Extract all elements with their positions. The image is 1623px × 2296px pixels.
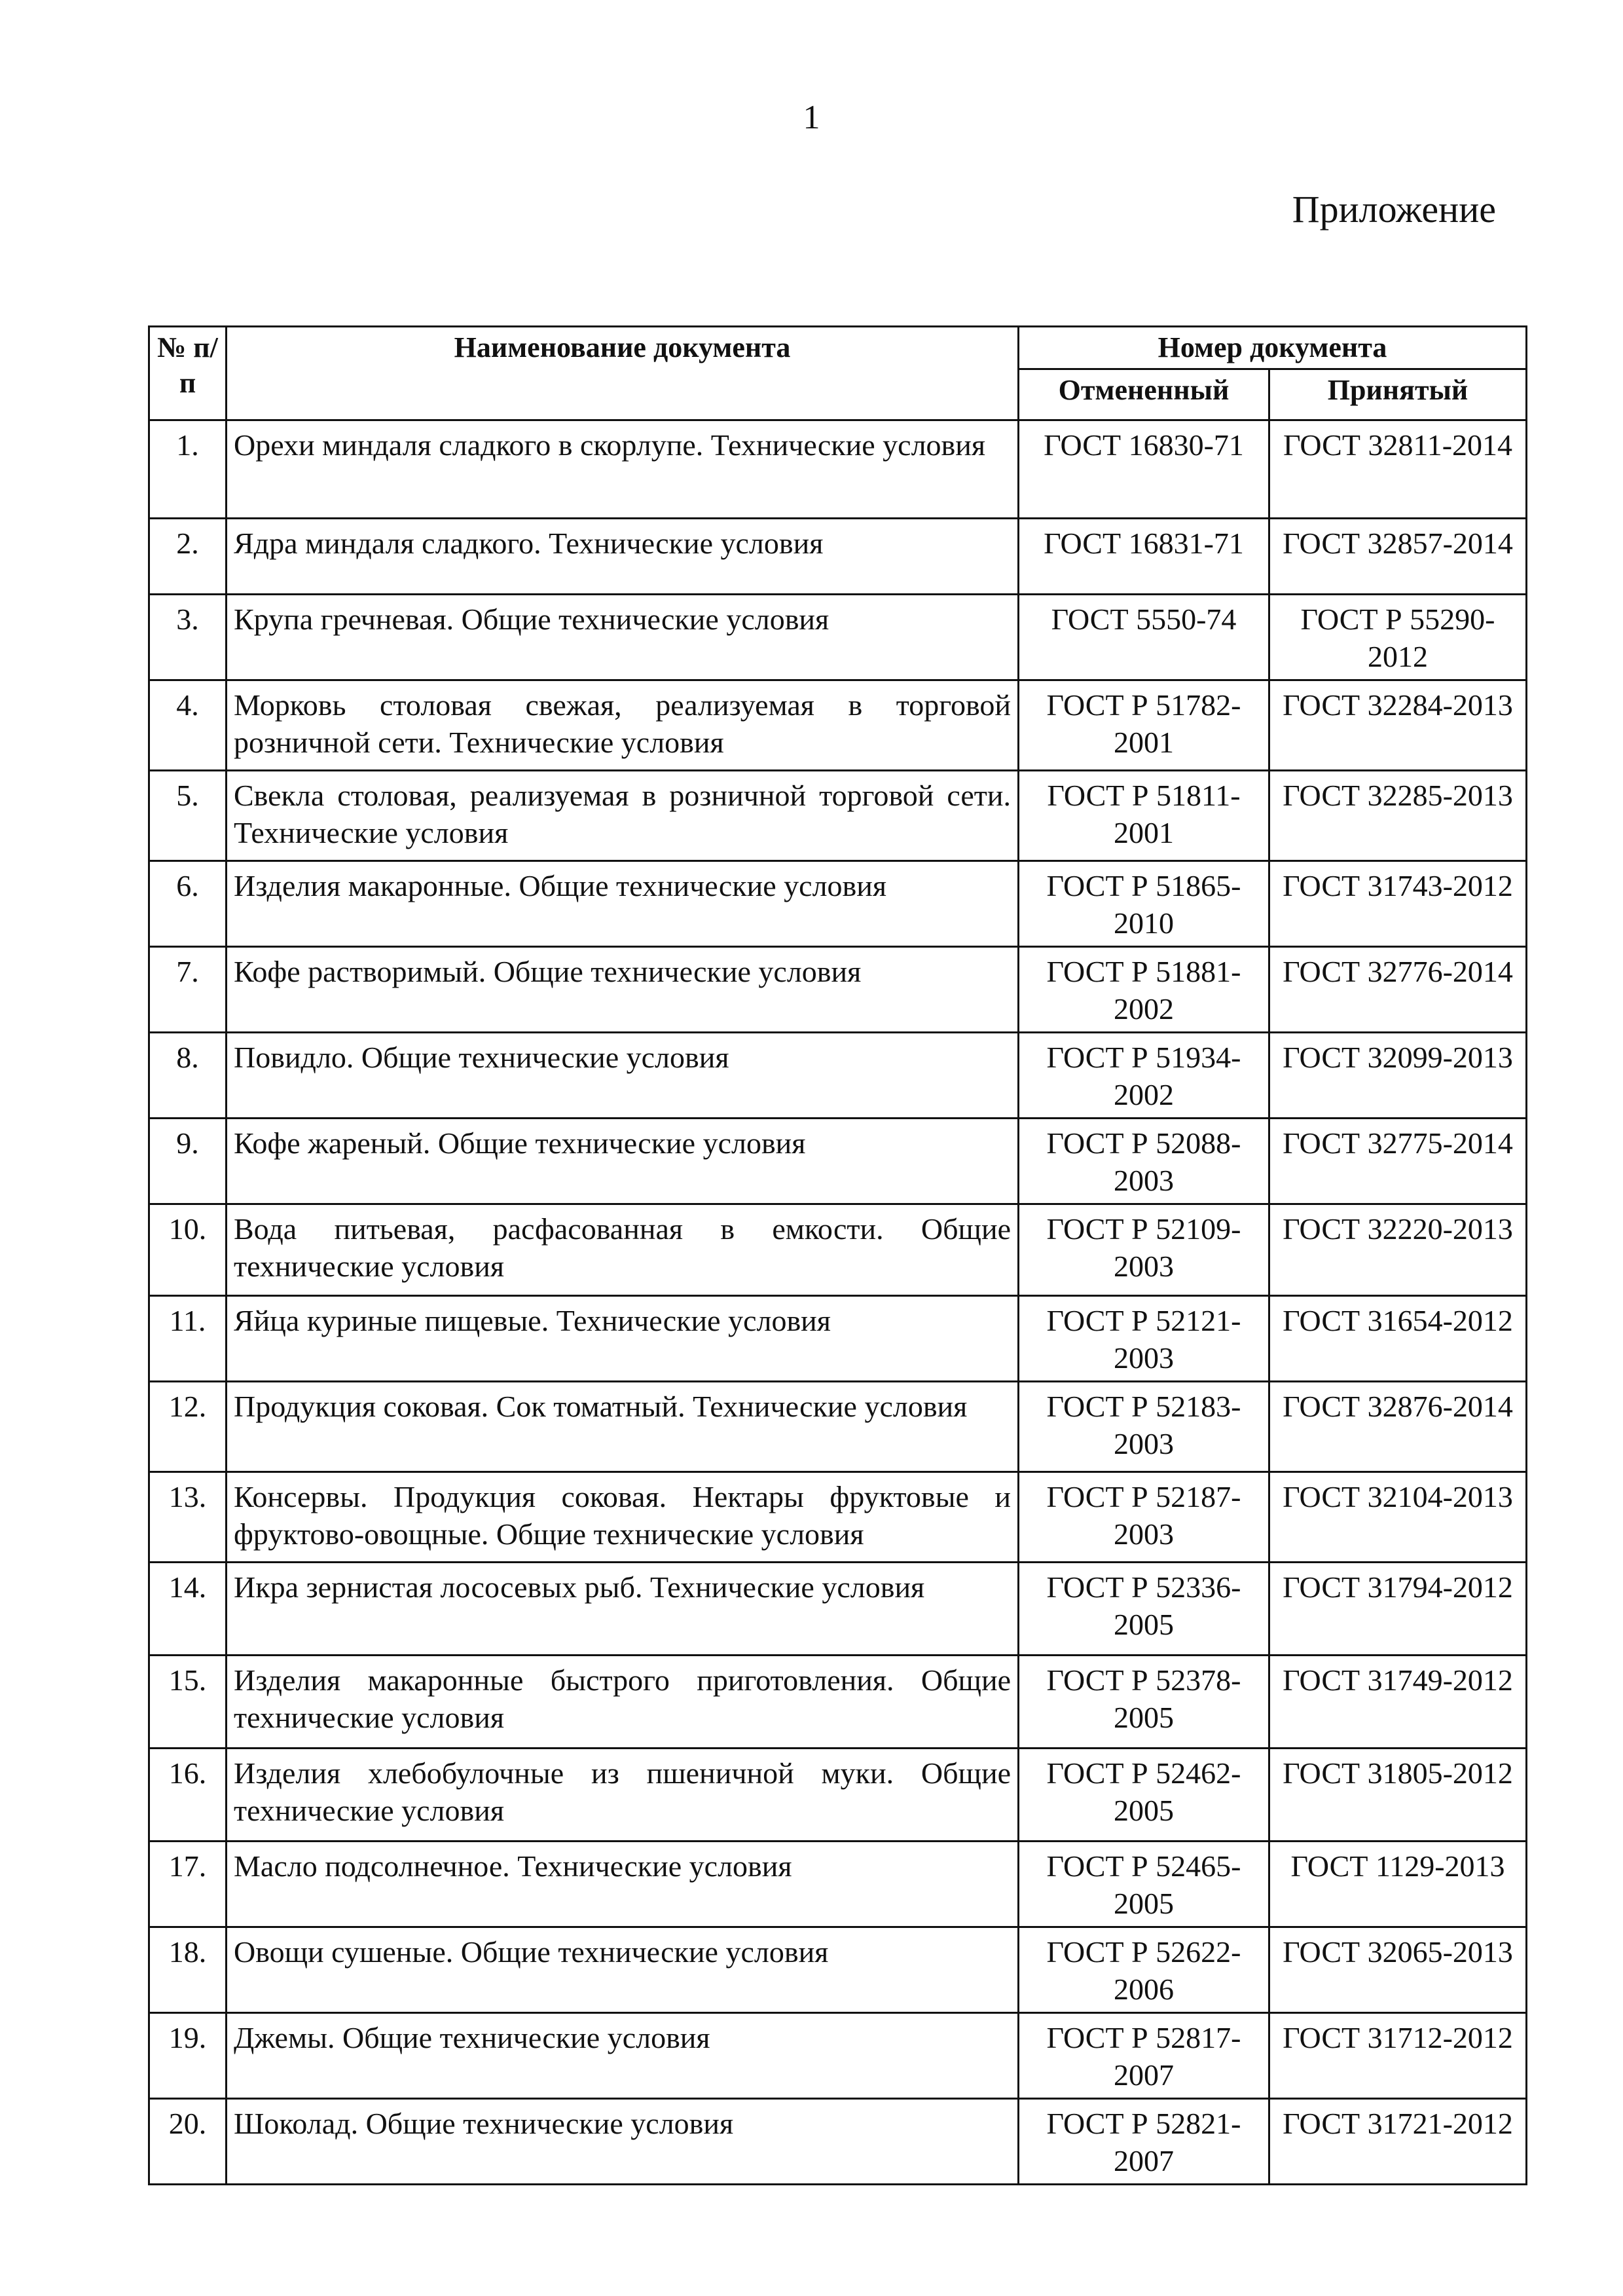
cancelled-doc: ГОСТ Р 52821-2007 <box>1019 2099 1269 2185</box>
cancelled-doc: ГОСТ 16830-71 <box>1019 420 1269 519</box>
table-body <box>149 420 1527 2185</box>
adopted-doc: ГОСТ 31721-2012 <box>1269 2099 1527 2185</box>
table-row <box>149 1296 1527 1382</box>
row-number: 8. <box>149 1033 227 1119</box>
row-number: 7. <box>149 947 227 1033</box>
row-number: 17. <box>149 1842 227 1927</box>
document-name: Яйца куриные пищевые. Технические условия <box>227 1296 1019 1382</box>
row-number: 1. <box>149 420 227 519</box>
header-name: Наименование документа <box>227 327 1019 420</box>
row-number: 13. <box>149 1472 227 1563</box>
cancelled-doc: ГОСТ Р 52462-2005 <box>1019 1749 1269 1842</box>
table-row <box>149 1563 1527 1656</box>
document-name: Овощи сушеные. Общие технические условия <box>227 1927 1019 2013</box>
table-row <box>149 1033 1527 1119</box>
document-name: Кофе жареный. Общие технические условия <box>227 1119 1019 1204</box>
table-row <box>149 1204 1527 1296</box>
cancelled-doc: ГОСТ Р 52378-2005 <box>1019 1656 1269 1749</box>
document-name: Шоколад. Общие технические условия <box>227 2099 1019 2185</box>
document-name: Изделия хлебобулочные из пшеничной муки. Общие технические условия <box>227 1749 1019 1842</box>
row-number: 14. <box>149 1563 227 1656</box>
adopted-doc: ГОСТ Р 55290-2012 <box>1269 595 1527 680</box>
row-number: 2. <box>149 519 227 595</box>
header-cancelled: Отмененный <box>1019 369 1269 420</box>
table-row <box>149 947 1527 1033</box>
cancelled-doc: ГОСТ Р 51782-2001 <box>1019 680 1269 771</box>
row-number: 9. <box>149 1119 227 1204</box>
header-adopted: Принятый <box>1269 369 1527 420</box>
adopted-doc: ГОСТ 32285-2013 <box>1269 771 1527 861</box>
adopted-doc: ГОСТ 31794-2012 <box>1269 1563 1527 1656</box>
documents-table <box>148 325 1527 2185</box>
adopted-doc: ГОСТ 1129-2013 <box>1269 1842 1527 1927</box>
cancelled-doc: ГОСТ Р 52622-2006 <box>1019 1927 1269 2013</box>
row-number: 3. <box>149 595 227 680</box>
adopted-doc: ГОСТ 32811-2014 <box>1269 420 1527 519</box>
document-name: Повидло. Общие технические условия <box>227 1033 1019 1119</box>
adopted-doc: ГОСТ 32876-2014 <box>1269 1382 1527 1472</box>
table-row <box>149 519 1527 595</box>
cancelled-doc: ГОСТ 5550-74 <box>1019 595 1269 680</box>
document-name: Морковь столовая свежая, реализуемая в торговой розничной сети. Технические условия <box>227 680 1019 771</box>
document-name: Кофе растворимый. Общие технические условия <box>227 947 1019 1033</box>
table-row <box>149 1656 1527 1749</box>
row-number: 6. <box>149 861 227 947</box>
row-number: 12. <box>149 1382 227 1472</box>
adopted-doc: ГОСТ 31805-2012 <box>1269 1749 1527 1842</box>
adopted-doc: ГОСТ 32220-2013 <box>1269 1204 1527 1296</box>
table-row <box>149 1749 1527 1842</box>
document-name: Икра зернистая лососевых рыб. Технические условия <box>227 1563 1019 1656</box>
document-name: Джемы. Общие технические условия <box>227 2013 1019 2099</box>
document-name: Ядра миндаля сладкого. Технические условия <box>227 519 1019 595</box>
table-row <box>149 861 1527 947</box>
page-number: 1 <box>803 99 820 136</box>
cancelled-doc: ГОСТ Р 52109-2003 <box>1019 1204 1269 1296</box>
row-number: 15. <box>149 1656 227 1749</box>
row-number: 20. <box>149 2099 227 2185</box>
row-number: 5. <box>149 771 227 861</box>
table-row <box>149 2099 1527 2185</box>
cancelled-doc: ГОСТ Р 51934-2002 <box>1019 1033 1269 1119</box>
cancelled-doc: ГОСТ 16831-71 <box>1019 519 1269 595</box>
table-row <box>149 595 1527 680</box>
document-name: Изделия макаронные. Общие технические условия <box>227 861 1019 947</box>
adopted-doc: ГОСТ 31743-2012 <box>1269 861 1527 947</box>
adopted-doc: ГОСТ 32099-2013 <box>1269 1033 1527 1119</box>
cancelled-doc: ГОСТ Р 51865-2010 <box>1019 861 1269 947</box>
row-number: 11. <box>149 1296 227 1382</box>
document-name: Свекла столовая, реализуемая в розничной торговой сети. Технические условия <box>227 771 1019 861</box>
appendix-title: Приложение <box>1292 188 1496 231</box>
table-row <box>149 1842 1527 1927</box>
table-row <box>149 2013 1527 2099</box>
row-number: 19. <box>149 2013 227 2099</box>
cancelled-doc: ГОСТ Р 52465-2005 <box>1019 1842 1269 1927</box>
document-name: Вода питьевая, расфасованная в емкости. Общие технические условия <box>227 1204 1019 1296</box>
row-number: 10. <box>149 1204 227 1296</box>
table-row <box>149 420 1527 519</box>
cancelled-doc: ГОСТ Р 52336-2005 <box>1019 1563 1269 1656</box>
cancelled-doc: ГОСТ Р 51881-2002 <box>1019 947 1269 1033</box>
cancelled-doc: ГОСТ Р 52183-2003 <box>1019 1382 1269 1472</box>
table-row <box>149 1927 1527 2013</box>
cancelled-doc: ГОСТ Р 51811-2001 <box>1019 771 1269 861</box>
adopted-doc: ГОСТ 32776-2014 <box>1269 947 1527 1033</box>
adopted-doc: ГОСТ 32775-2014 <box>1269 1119 1527 1204</box>
table-row <box>149 771 1527 861</box>
cancelled-doc: ГОСТ Р 52817-2007 <box>1019 2013 1269 2099</box>
adopted-doc: ГОСТ 31749-2012 <box>1269 1656 1527 1749</box>
adopted-doc: ГОСТ 32857-2014 <box>1269 519 1527 595</box>
adopted-doc: ГОСТ 32104-2013 <box>1269 1472 1527 1563</box>
table-row <box>149 1119 1527 1204</box>
adopted-doc: ГОСТ 31654-2012 <box>1269 1296 1527 1382</box>
adopted-doc: ГОСТ 32284-2013 <box>1269 680 1527 771</box>
table-row <box>149 680 1527 771</box>
cancelled-doc: ГОСТ Р 52187-2003 <box>1019 1472 1269 1563</box>
row-number: 16. <box>149 1749 227 1842</box>
header-num: № п/п <box>149 327 227 420</box>
document-name: Консервы. Продукция соковая. Нектары фруктовые и фруктово-овощные. Общие технические условия <box>227 1472 1019 1563</box>
document-name: Крупа гречневая. Общие технические условия <box>227 595 1019 680</box>
document-name: Изделия макаронные быстрого приготовления. Общие технические условия <box>227 1656 1019 1749</box>
header-doc-number: Номер документа <box>1019 327 1527 369</box>
cancelled-doc: ГОСТ Р 52088-2003 <box>1019 1119 1269 1204</box>
document-name: Орехи миндаля сладкого в скорлупе. Технические условия <box>227 420 1019 519</box>
table-row <box>149 1472 1527 1563</box>
cancelled-doc: ГОСТ Р 52121-2003 <box>1019 1296 1269 1382</box>
adopted-doc: ГОСТ 31712-2012 <box>1269 2013 1527 2099</box>
row-number: 18. <box>149 1927 227 2013</box>
table-row <box>149 1382 1527 1472</box>
document-name: Масло подсолнечное. Технические условия <box>227 1842 1019 1927</box>
row-number: 4. <box>149 680 227 771</box>
document-name: Продукция соковая. Сок томатный. Технические условия <box>227 1382 1019 1472</box>
adopted-doc: ГОСТ 32065-2013 <box>1269 1927 1527 2013</box>
